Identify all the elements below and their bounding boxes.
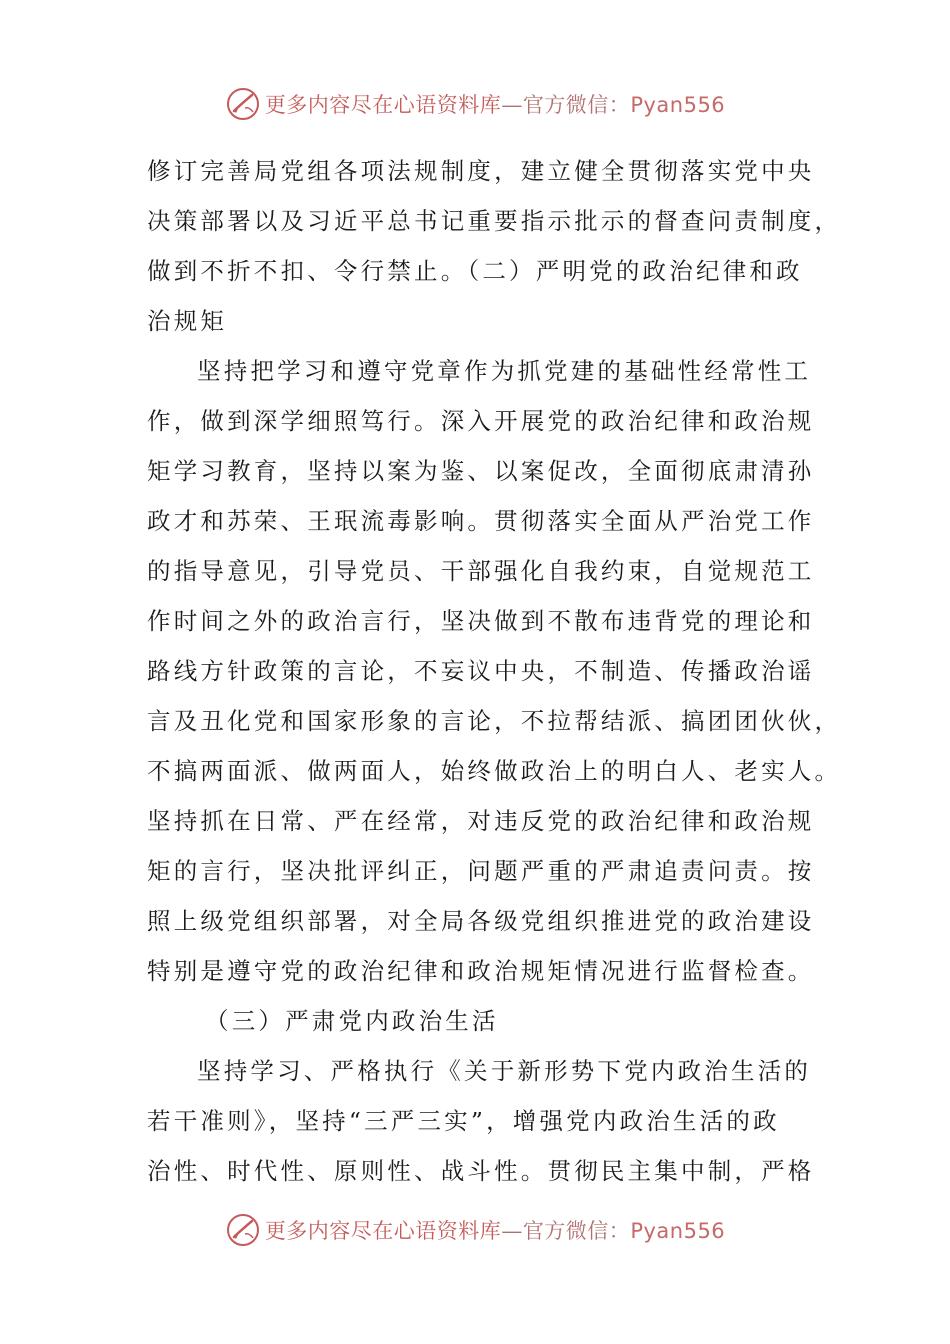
text-line: 的指导意见，引导党员、干部强化自我约束，自觉规范工 [147, 557, 815, 585]
pen-logo-icon [225, 86, 261, 122]
watermark-dash: — [501, 93, 523, 117]
watermark-footer [0, 1208, 950, 1252]
pen-logo-icon [225, 1212, 261, 1248]
text-line: 路线方针政策的言论，不妄议中央，不制造、传播政治谣 [147, 657, 815, 685]
watermark-id: Pyan556 [630, 93, 726, 117]
text-line: 若干准则》，坚持“三严三实”，增强党内政治生活的政 [147, 1107, 780, 1135]
watermark-label: 官方微信： [522, 93, 631, 117]
text-line: 言及丑化党和国家形象的言论，不拉帮结派、搞团团伙伙， [147, 707, 842, 735]
text-line: 做到不折不扣、令行禁止。（二）严明党的政治纪律和政 [147, 257, 803, 285]
text-line: 决策部署以及习近平总书记重要指示批示的督查问责制度， [147, 207, 842, 235]
section-heading: （三）严肃党内政治生活 [205, 1007, 499, 1035]
text-line: 政才和苏荣、王珉流毒影响。贯彻落实全面从严治党工作 [147, 507, 815, 535]
paragraph-start-line: 坚持学习、严格执行《关于新形势下党内政治生活的 [197, 1057, 812, 1085]
body-text [147, 146, 842, 1196]
watermark-header [0, 82, 950, 126]
text-line: 矩学习教育，坚持以案为鉴、以案促改，全面彻底肃清孙 [147, 457, 815, 485]
text-line: 特别是遵守党的政治纪律和政治规矩情况进行监督检查。 [147, 957, 815, 985]
paragraph-start-line: 坚持把学习和遵守党章作为抓党建的基础性经常性工 [197, 357, 812, 385]
text-line: 治性、时代性、原则性、战斗性。贯彻民主集中制，严格 [147, 1157, 815, 1185]
text-line: 作时间之外的政治言行，坚决做到不散布违背党的理论和 [147, 607, 815, 635]
text-line: 照上级党组织部署，对全局各级党组织推进党的政治建设 [147, 907, 815, 935]
text-line: 治规矩 [147, 307, 228, 335]
text-line: 矩的言行，坚决批评纠正，问题严重的严肃追责问责。按 [147, 857, 815, 885]
watermark-label: 官方微信： [522, 1219, 631, 1243]
watermark-brand: 更多内容尽在心语资料库 [264, 1219, 502, 1243]
watermark-brand: 更多内容尽在心语资料库 [264, 93, 502, 117]
text-line: 作，做到深学细照笃行。深入开展党的政治纪律和政治规 [147, 407, 815, 435]
text-line: 修订完善局党组各项法规制度，建立健全贯彻落实党中央 [147, 157, 815, 185]
watermark-dash: — [501, 1219, 523, 1243]
text-line: 坚持抓在日常、严在经常，对违反党的政治纪律和政治规 [147, 807, 815, 835]
watermark-id: Pyan556 [630, 1219, 726, 1243]
text-line: 不搞两面派、做两面人，始终做政治上的明白人、老实人。 [147, 757, 842, 785]
